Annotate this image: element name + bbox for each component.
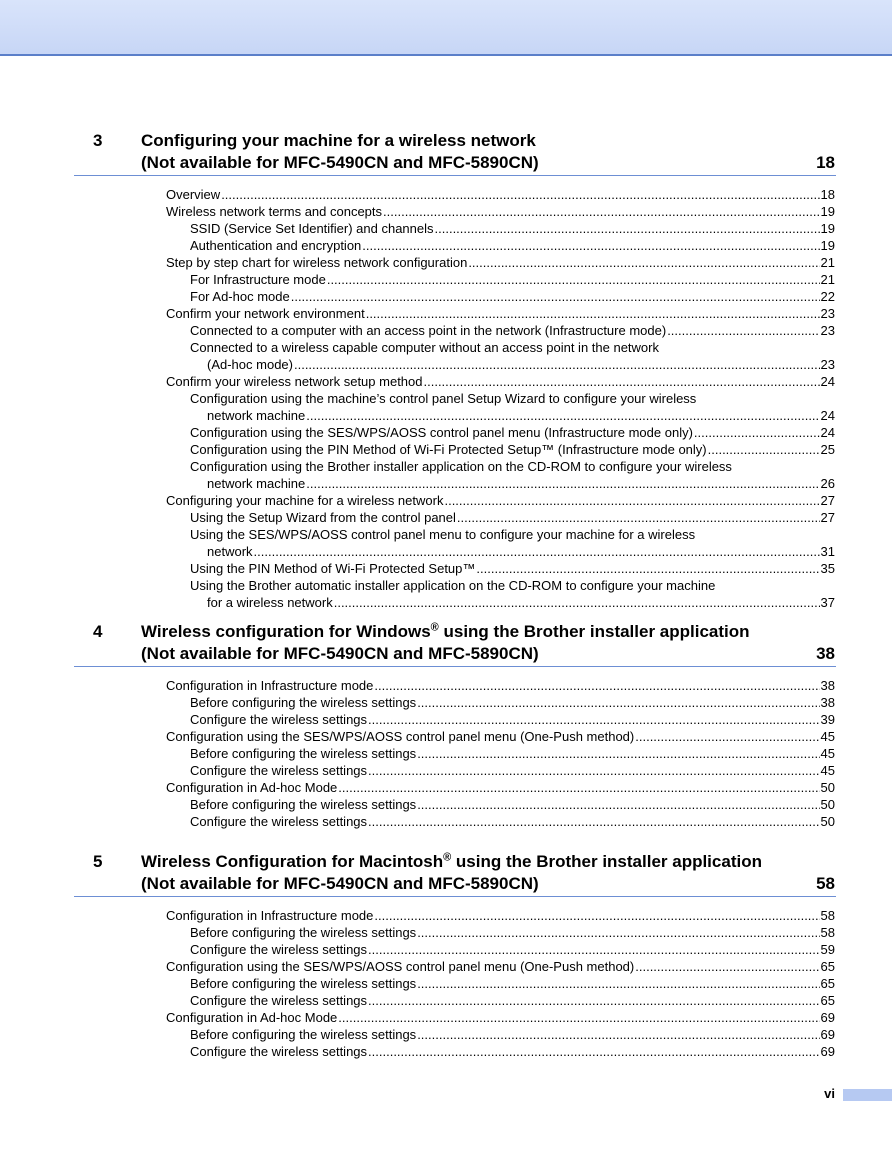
toc-entry[interactable]	[0, 924, 892, 941]
toc-entry-line	[190, 577, 835, 594]
dot-leader	[417, 924, 819, 941]
toc-entry[interactable]	[0, 441, 892, 458]
toc-entry-page: 65	[820, 959, 835, 974]
toc-entry-label: SSID (Service Set Identifier) and channels	[190, 221, 434, 236]
toc-entry[interactable]	[0, 356, 892, 373]
toc-entry-line	[190, 560, 835, 577]
toc-entry-line	[207, 594, 835, 611]
chapter-rule	[74, 896, 836, 897]
dot-leader	[338, 779, 819, 796]
toc-entry[interactable]	[0, 288, 892, 305]
toc-entry[interactable]	[0, 907, 892, 924]
dot-leader	[368, 992, 820, 1009]
toc-entry-line	[207, 543, 835, 560]
toc-entry-label: Connected to a wireless capable computer without an access point in the network	[190, 340, 659, 355]
chapter-page: 18	[816, 153, 835, 172]
toc-entry-label: For Ad-hoc mode	[190, 289, 290, 304]
chapter-rule	[74, 666, 836, 667]
toc-entry[interactable]	[0, 813, 892, 830]
toc-entry-line	[207, 407, 835, 424]
dot-leader	[444, 492, 819, 509]
dot-leader	[368, 813, 820, 830]
toc-entry-page: 23	[820, 323, 835, 338]
toc-entry[interactable]	[0, 1009, 892, 1026]
toc-entry-line	[166, 254, 835, 271]
toc-entry-label: Before configuring the wireless settings	[190, 797, 417, 812]
toc-entry-line	[166, 958, 835, 975]
toc-entry-page: 65	[820, 976, 835, 991]
toc-entry-page: 26	[820, 476, 835, 491]
toc-entry[interactable]	[0, 594, 892, 611]
dot-leader	[362, 237, 819, 254]
title-text: Wireless Configuration for Macintosh	[141, 852, 444, 871]
toc-entry-page: 45	[820, 746, 835, 761]
toc-entry-line	[207, 475, 835, 492]
toc-entry-page: 69	[820, 1044, 835, 1059]
toc-entry[interactable]	[0, 475, 892, 492]
toc-entry[interactable]	[0, 745, 892, 762]
chapter-heading[interactable]	[0, 621, 892, 665]
toc-entry-page: 23	[820, 306, 835, 321]
toc-entry-label: network machine	[207, 408, 306, 423]
toc-entry-label: Before configuring the wireless settings	[190, 1027, 417, 1042]
toc-entry-line	[190, 711, 835, 728]
toc-entry-page: 50	[820, 780, 835, 795]
title-text: Wireless configuration for Windows	[141, 622, 431, 641]
toc-entry-label: Overview	[166, 187, 221, 202]
title-text: using the Brother installer application	[451, 852, 762, 871]
toc-entry-label: Using the Brother automatic installer application on the CD-ROM to configure your machine	[190, 578, 716, 593]
toc-entry-line	[190, 271, 835, 288]
toc-entry[interactable]	[0, 458, 892, 475]
toc-entries	[0, 186, 892, 611]
toc-entry-label: Authentication and encryption	[190, 238, 362, 253]
dot-leader	[417, 1026, 819, 1043]
toc-entry-label: Configuration in Infrastructure mode	[166, 678, 374, 693]
toc-entry-line	[190, 762, 835, 779]
toc-entry-page: 24	[820, 374, 835, 389]
chapter-title-line1	[141, 851, 781, 873]
toc-entry-label: Step by step chart for wireless network configuration	[166, 255, 468, 270]
registered-mark: ®	[443, 851, 452, 864]
toc-entry[interactable]	[0, 237, 892, 254]
chapter-number: 4	[93, 622, 103, 641]
header-band	[0, 0, 892, 56]
toc-entry-page: 31	[820, 544, 835, 559]
toc-entry[interactable]	[0, 975, 892, 992]
toc-entry[interactable]	[0, 762, 892, 779]
toc-entry-line	[166, 203, 835, 220]
footer-tab	[843, 1089, 892, 1101]
toc-entry-line	[166, 1009, 835, 1026]
toc-entry-label: network	[207, 544, 253, 559]
toc-entry-page: 59	[820, 942, 835, 957]
toc-entry[interactable]	[0, 424, 892, 441]
toc-entry-label: Configuring your machine for a wireless network	[166, 493, 444, 508]
toc-entry-page: 19	[820, 238, 835, 253]
toc-entry-label: Configuration using the Brother installer application on the CD-ROM to configure your wireless	[190, 459, 732, 474]
toc-entry[interactable]	[0, 271, 892, 288]
toc-entry-page: 27	[820, 510, 835, 525]
toc-entry-line	[166, 907, 835, 924]
dot-leader	[417, 975, 819, 992]
toc-entry[interactable]	[0, 203, 892, 220]
toc-entry-line	[166, 779, 835, 796]
toc-entry-label: Configuration using the SES/WPS/AOSS control panel menu (Infrastructure mode only)	[190, 425, 693, 440]
toc-entries	[0, 907, 892, 1060]
toc-entry-line	[190, 322, 835, 339]
dot-leader	[368, 941, 820, 958]
toc-entry-line	[190, 288, 835, 305]
chapter-number: 3	[93, 131, 103, 150]
dot-leader	[635, 958, 819, 975]
dot-leader	[338, 1009, 819, 1026]
toc-entry-page: 35	[820, 561, 835, 576]
toc-entry[interactable]	[0, 677, 892, 694]
dot-leader	[417, 745, 819, 762]
dot-leader	[476, 560, 819, 577]
toc-entry-label: network machine	[207, 476, 306, 491]
toc-entry-page: 58	[820, 925, 835, 940]
toc-entry[interactable]	[0, 779, 892, 796]
toc-entry-line	[190, 745, 835, 762]
toc-entry-page: 24	[820, 408, 835, 423]
toc-entry-line	[190, 941, 835, 958]
toc-entry-line	[190, 339, 835, 356]
dot-leader	[366, 305, 820, 322]
dot-leader	[327, 271, 820, 288]
toc-entry-line	[166, 186, 835, 203]
dot-leader	[435, 220, 820, 237]
toc-entry[interactable]	[0, 543, 892, 560]
toc-entry[interactable]	[0, 1043, 892, 1060]
toc-entry[interactable]	[0, 186, 892, 203]
registered-mark: ®	[430, 621, 439, 634]
toc-entry-line	[190, 1026, 835, 1043]
toc-entry[interactable]	[0, 577, 892, 594]
toc-entry-label: Configuration in Infrastructure mode	[166, 908, 374, 923]
toc-entry-page: 23	[820, 357, 835, 372]
dot-leader	[667, 322, 819, 339]
toc-entry-label: Configuration using the SES/WPS/AOSS control panel menu (One-Push method)	[166, 959, 635, 974]
toc-entry-line	[190, 924, 835, 941]
toc-entry[interactable]	[0, 339, 892, 356]
toc-entry-label: Before configuring the wireless settings	[190, 695, 417, 710]
toc-entry-line	[190, 796, 835, 813]
chapter-title-line2: (Not available for MFC-5490CN and MFC-5890CN)	[141, 153, 539, 172]
toc-entry[interactable]	[0, 407, 892, 424]
toc-entry-label: Configure the wireless settings	[190, 763, 368, 778]
toc-entry-page: 45	[820, 729, 835, 744]
toc-entry-page: 69	[820, 1027, 835, 1042]
chapter-title	[141, 851, 781, 895]
toc-entry-line	[166, 677, 835, 694]
chapter-title-line1: Configuring your machine for a wireless network	[141, 131, 536, 150]
toc-entry-line	[190, 526, 835, 543]
toc-entry-line	[190, 509, 835, 526]
dot-leader	[368, 762, 820, 779]
dot-leader	[694, 424, 820, 441]
toc-entry-line	[190, 237, 835, 254]
toc-entry-line	[190, 694, 835, 711]
dot-leader	[254, 543, 820, 560]
toc-entry[interactable]	[0, 958, 892, 975]
toc-entry-label: Configure the wireless settings	[190, 942, 368, 957]
toc-entry-line	[190, 1043, 835, 1060]
toc-entry[interactable]	[0, 526, 892, 543]
dot-leader	[424, 373, 820, 390]
chapter-title-line1	[141, 621, 781, 643]
toc-entry-label: Configuration using the PIN Method of Wi-Fi Protected Setup™ (Infrastructure mode only)	[190, 442, 707, 457]
toc-entry-label: Confirm your network environment	[166, 306, 365, 321]
toc-entry-label: Using the Setup Wizard from the control panel	[190, 510, 456, 525]
toc-entry-line	[190, 220, 835, 237]
toc-entry-page: 50	[820, 814, 835, 829]
toc-entry-label: Wireless network terms and concepts	[166, 204, 383, 219]
toc-entry-label: Configuration using the machine’s control panel Setup Wizard to configure your wireless	[190, 391, 697, 406]
toc-entry-label: Configure the wireless settings	[190, 993, 368, 1008]
toc-entry-line	[190, 992, 835, 1009]
toc-entry-label: Before configuring the wireless settings	[190, 925, 417, 940]
dot-leader	[368, 711, 820, 728]
dot-leader	[708, 441, 820, 458]
page-number: vi	[824, 1086, 835, 1101]
toc-entry-label: Configuration using the SES/WPS/AOSS control panel menu (One-Push method)	[166, 729, 635, 744]
toc-entry[interactable]	[0, 560, 892, 577]
chapter-5	[0, 851, 892, 1059]
toc-entry-line	[190, 424, 835, 441]
toc-entry-label: Before configuring the wireless settings	[190, 746, 417, 761]
toc-entry-label: Configuration in Ad-hoc Mode	[166, 780, 338, 795]
toc-entry-line	[190, 975, 835, 992]
chapter-heading[interactable]	[0, 130, 892, 174]
toc-entry-line	[190, 458, 835, 475]
dot-leader	[417, 796, 819, 813]
toc-entry-page: 58	[820, 908, 835, 923]
toc-entry-label: Before configuring the wireless settings	[190, 976, 417, 991]
toc-entry[interactable]	[0, 1026, 892, 1043]
toc-entry-line	[166, 492, 835, 509]
toc-entry[interactable]	[0, 711, 892, 728]
dot-leader	[468, 254, 819, 271]
toc-entry[interactable]	[0, 220, 892, 237]
toc-entry[interactable]	[0, 254, 892, 271]
chapter-title	[141, 621, 781, 665]
dot-leader	[291, 288, 820, 305]
title-text: using the Brother installer application	[438, 622, 750, 641]
chapter-4	[0, 621, 892, 829]
toc-entry-label: Configure the wireless settings	[190, 712, 368, 727]
toc-entry-page: 65	[820, 993, 835, 1008]
dot-leader	[306, 475, 819, 492]
dot-leader	[374, 907, 819, 924]
toc-entry-page: 19	[820, 204, 835, 219]
chapter-number: 5	[93, 852, 103, 871]
toc-entry-page: 21	[820, 272, 835, 287]
toc-entry-label: Configure the wireless settings	[190, 814, 368, 829]
toc-entry-label: Using the PIN Method of Wi-Fi Protected Setup™	[190, 561, 476, 576]
toc-entry-page: 38	[820, 678, 835, 693]
toc-entry-page: 18	[820, 187, 835, 202]
chapter-title-line2: (Not available for MFC-5490CN and MFC-5890CN)	[141, 874, 539, 893]
dot-leader	[383, 203, 820, 220]
dot-leader	[294, 356, 820, 373]
toc-entry[interactable]	[0, 390, 892, 407]
toc-entry-line	[207, 356, 835, 373]
chapter-heading[interactable]	[0, 851, 892, 895]
toc-entry-page: 45	[820, 763, 835, 778]
chapter-page: 58	[816, 874, 835, 893]
toc-entry[interactable]	[0, 322, 892, 339]
toc-entry-page: 27	[820, 493, 835, 508]
toc-entry-label: Connected to a computer with an access point in the network (Infrastructure mode)	[190, 323, 667, 338]
toc-entry-line	[166, 373, 835, 390]
chapter-title-line2: (Not available for MFC-5490CN and MFC-5890CN)	[141, 644, 539, 663]
dot-leader	[457, 509, 820, 526]
toc-entry-label: Using the SES/WPS/AOSS control panel menu to configure your machine for a wireless	[190, 527, 696, 542]
chapter-3	[0, 130, 892, 610]
toc-entry[interactable]	[0, 305, 892, 322]
toc-entry-label: Configure the wireless settings	[190, 1044, 368, 1059]
toc-entry[interactable]	[0, 796, 892, 813]
toc-entry-page: 38	[820, 695, 835, 710]
toc-entry-line	[190, 441, 835, 458]
toc-entry-page: 37	[820, 595, 835, 610]
toc-entry-label: for a wireless network	[207, 595, 333, 610]
chapter-title	[141, 130, 781, 174]
toc-entry-label: Configuration in Ad-hoc Mode	[166, 1010, 338, 1025]
toc-entry[interactable]	[0, 941, 892, 958]
toc-entry-page: 39	[820, 712, 835, 727]
dot-leader	[221, 186, 819, 203]
toc-entry-page: 69	[820, 1010, 835, 1025]
toc-entry-label: For Infrastructure mode	[190, 272, 326, 287]
toc-entry[interactable]	[0, 728, 892, 745]
toc-entry-page: 19	[820, 221, 835, 236]
toc-entry-page: 50	[820, 797, 835, 812]
dot-leader	[334, 594, 820, 611]
toc-entry[interactable]	[0, 492, 892, 509]
dot-leader	[635, 728, 819, 745]
dot-leader	[374, 677, 819, 694]
toc-entry[interactable]	[0, 509, 892, 526]
toc-entry[interactable]	[0, 373, 892, 390]
toc-entry-line	[166, 305, 835, 322]
toc-entry-line	[190, 813, 835, 830]
toc-entry-label: Confirm your wireless network setup method	[166, 374, 423, 389]
toc-entry-page: 25	[820, 442, 835, 457]
toc-entries	[0, 677, 892, 830]
chapter-page: 38	[816, 644, 835, 663]
toc-entry-page: 21	[820, 255, 835, 270]
dot-leader	[368, 1043, 820, 1060]
toc-entry-page: 24	[820, 425, 835, 440]
dot-leader	[306, 407, 819, 424]
toc-entry[interactable]	[0, 992, 892, 1009]
toc-entry-page: 22	[820, 289, 835, 304]
toc-entry[interactable]	[0, 694, 892, 711]
toc-entry-label: (Ad-hoc mode)	[207, 357, 293, 372]
chapter-rule	[74, 175, 836, 176]
toc-entry-line	[190, 390, 835, 407]
dot-leader	[417, 694, 819, 711]
toc-entry-line	[166, 728, 835, 745]
